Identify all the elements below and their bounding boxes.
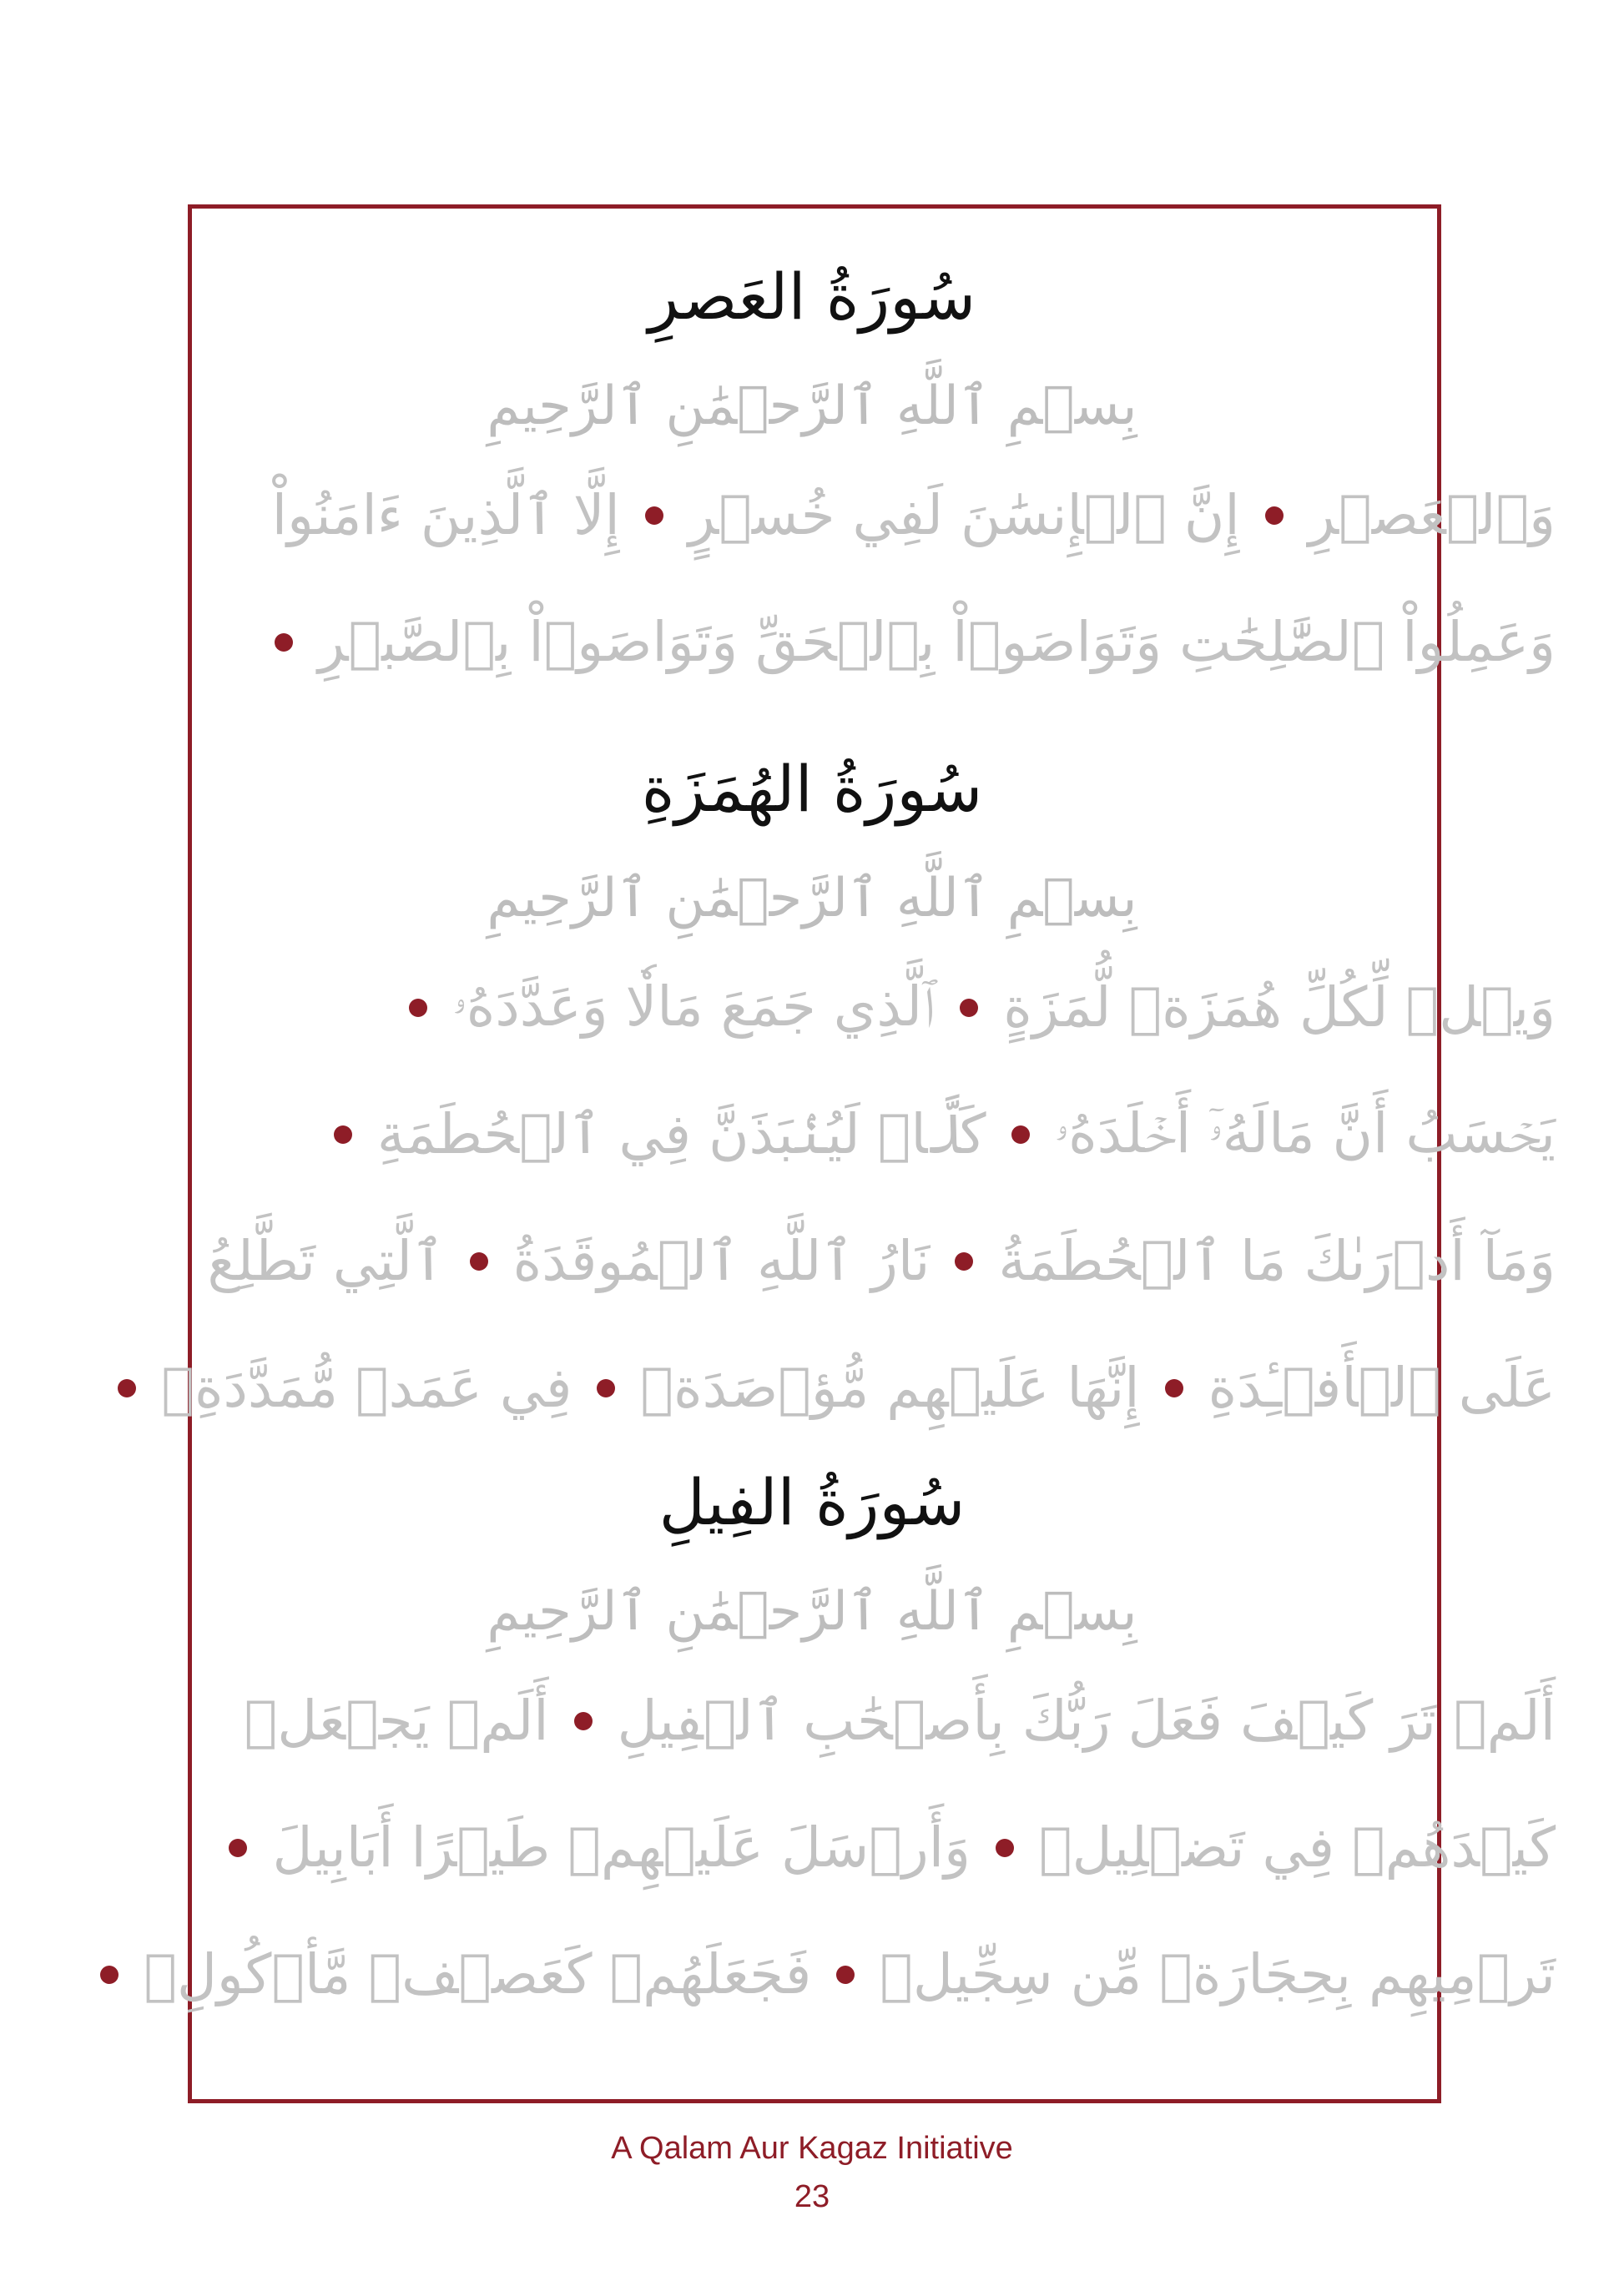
ayah: إِلَّا ٱلَّذِينَ ءَامَنُواْ [271,483,620,548]
ayah-end-marker [470,1252,488,1271]
ayah: إِنَّ ٱلۡإِنسَٰنَ لَفِي خُسۡرٍ [688,483,1240,548]
verse-line [0,1785,1624,1911]
ayah-end-marker [960,999,978,1017]
ayah: نَارُ ٱللَّهِ ٱلۡمُوقَدَةُ [512,1229,931,1294]
surah-al-fil [0,1464,1624,2038]
verse-lines [0,452,1624,706]
ayah: ٱلَّتِي تَطَّلِعُ [207,1229,445,1294]
verse-line [0,452,1624,579]
verse-line [0,1911,1624,2038]
ayah: وَيۡلٞ لِّكُلِّ هُمَزَةٖ لُّمَزَةٍ [1003,975,1556,1040]
verse-line [0,944,1624,1071]
ayah-end-marker [275,633,293,652]
verse-line [0,1071,1624,1198]
bismillah: بِسۡمِ ٱللَّهِ ٱلرَّحۡمَٰنِ ٱلرَّحِيمِ [487,1581,1137,1644]
ayah: وَعَمِلُواْ ٱلصَّٰلِحَٰتِ وَتَوَاصَوۡاْ بِٱلۡحَقِّ وَتَوَاصَوۡاْ بِٱلصَّبۡرِ [318,610,1556,675]
footer-text: A Qalam Aur Kagaz Initiative [611,2131,1013,2166]
verse-lines [0,944,1624,1452]
ayah-end-marker [229,1839,247,1857]
ayah: أَلَمۡ تَرَ كَيۡفَ فَعَلَ رَبُّكَ بِأَصۡحَٰبِ ٱلۡفِيلِ [617,1689,1556,1754]
surah-al-asr [0,259,1624,706]
ayah: وَمَآ أَدۡرَىٰكَ مَا ٱلۡحُطَمَةُ [998,1229,1556,1294]
surah-title: سُورَةُ العَصرِ [648,259,976,334]
ayah: وَأَرۡسَلَ عَلَيۡهِمۡ طَيۡرًا أَبَابِيلَ [272,1815,971,1881]
ayah: أَلَمۡ يَجۡعَلۡ [244,1689,549,1754]
surah-title: سُورَةُ الفِيلِ [658,1465,966,1539]
bismillah: بِسۡمِ ٱللَّهِ ٱلرَّحۡمَٰنِ ٱلرَّحِيمِ [487,375,1137,438]
surah-al-humazah [0,751,1624,1452]
ayah-end-marker [574,1712,593,1730]
ayah: يَحۡسَبُ أَنَّ مَالَهُۥٓ أَخۡلَدَهُۥ [1054,1101,1556,1166]
ayah-end-marker [836,1966,855,1984]
verse-line [0,579,1624,706]
verse-line [0,1325,1624,1452]
ayah-end-marker [100,1966,119,1984]
ayah-end-marker [1265,506,1284,525]
ayah-end-marker [118,1379,136,1397]
ayah: كَيۡدَهُمۡ فِي تَضۡلِيلٖ [1038,1815,1556,1881]
ayah-end-marker [996,1839,1014,1857]
ayah-end-marker [409,999,427,1017]
bismillah: بِسۡمِ ٱللَّهِ ٱلرَّحۡمَٰنِ ٱلرَّحِيمِ [487,868,1137,930]
ayah-end-marker [1011,1125,1030,1144]
ayah: ٱلَّذِي جَمَعَ مَالٗا وَعَدَّدَهُۥ [452,974,936,1040]
verse-line [0,1198,1624,1325]
ayah: وَٱلۡعَصۡرِ [1308,483,1556,548]
ayah-end-marker [955,1252,973,1271]
ayah-end-marker [334,1125,352,1144]
ayah: فَجَعَلَهُمۡ كَعَصۡفٖ مَّأۡكُولِۭ [144,1942,812,2007]
page-number: 23 [794,2179,830,2214]
ayah: تَرۡمِيهِم بِحِجَارَةٖ مِّن سِجِّيلٖ [880,1942,1556,2007]
ayah: كَلَّاۖ لَيُنۢبَذَنَّ فِي ٱلۡحُطَمَةِ [376,1102,986,1167]
verse-line [0,1658,1624,1785]
ayah-end-marker [1165,1379,1183,1397]
surah-title: سُورَةُ الهُمَزَةِ [641,752,983,826]
ayah: إِنَّهَا عَلَيۡهِم مُّؤۡصَدَةٞ [640,1356,1140,1421]
ayah: عَلَى ٱلۡأَفۡـِٔدَةِ [1208,1356,1556,1421]
verse-lines [0,1658,1624,2038]
ayah-end-marker [645,506,663,525]
ayah-end-marker [597,1379,615,1397]
ayah: فِي عَمَدٖ مُّمَدَّدَةِۭ [161,1356,572,1421]
